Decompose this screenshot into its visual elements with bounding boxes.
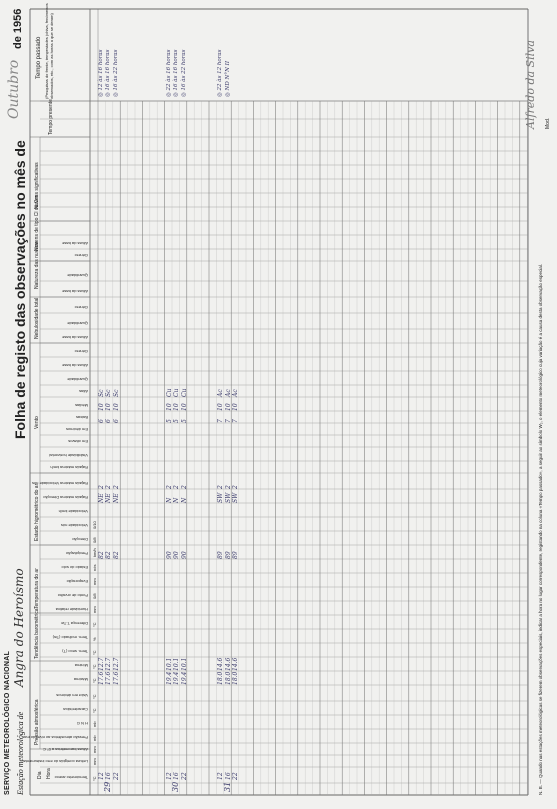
sub-column-label: Valor em décimos bbox=[56, 693, 88, 698]
group-natureza: Natureza das nuvens bbox=[34, 241, 40, 289]
record-wind-dir: N bbox=[180, 497, 188, 503]
record-cloud-type: Ac bbox=[224, 389, 232, 397]
sub-column-label: Termómetro anexo bbox=[54, 775, 88, 780]
sub-column-label: Altura da base bbox=[62, 335, 88, 340]
record-tmax: 17.6 bbox=[112, 671, 120, 685]
record-cloud-type: Sc bbox=[98, 389, 105, 397]
record-past-weather: ◎ 22 às 12 horas bbox=[217, 49, 224, 97]
record-cloud-tenths: 10 bbox=[105, 403, 113, 411]
station-value: Angra do Heroísmo bbox=[12, 568, 26, 687]
record-cloud-tenths: 10 bbox=[112, 403, 120, 411]
sub-column-label: Velocidade nós bbox=[60, 523, 88, 528]
record-hour: 22 bbox=[231, 772, 239, 780]
record-tmin: 14.6 bbox=[224, 657, 232, 671]
group-pressao: Pressão atmosférica bbox=[34, 699, 40, 745]
record-tmin: 12.7 bbox=[112, 657, 120, 671]
service-name: SERVIÇO METEOROLÓGICO NACIONAL bbox=[4, 650, 11, 795]
unit-label: 0/8 bbox=[91, 537, 97, 543]
sub-column-label: Quantidade bbox=[67, 273, 88, 278]
record-wind-speed: 2 bbox=[173, 485, 181, 489]
record-day: 31 bbox=[222, 781, 232, 792]
sub-column-label: Em oitavos bbox=[68, 439, 88, 444]
signature: Alfredo da Silva bbox=[524, 40, 537, 129]
col-dia: Dia bbox=[37, 771, 43, 779]
record-cloud-oktas: 5 bbox=[166, 419, 174, 423]
sub-column-label: Velocidade km/h bbox=[58, 509, 88, 514]
sub-column-label: Ponto de orvalho bbox=[57, 593, 88, 598]
sub-column-label: Altura barométrica a 0° C bbox=[43, 747, 88, 752]
page-title: Folha de registo das observações no mês de bbox=[12, 140, 28, 439]
record-cloud-tenths: 10 bbox=[166, 403, 174, 411]
record-cloud-oktas: 7 bbox=[231, 419, 239, 423]
record-humidity: 89 bbox=[217, 551, 225, 559]
record-tmin: 10.1 bbox=[173, 657, 181, 671]
sub-column-label: Mínima bbox=[74, 663, 88, 668]
record-humidity: 90 bbox=[173, 551, 181, 559]
record-cloud-tenths: 10 bbox=[231, 403, 239, 411]
sub-column-label: Quantidade bbox=[67, 321, 88, 326]
record-hour: 16 bbox=[224, 772, 232, 780]
sub-column-label: Leitura corrigida do erro instrumental bbox=[22, 759, 88, 764]
record-cloud-oktas: 6 bbox=[112, 419, 120, 423]
record-humidity: 82 bbox=[98, 551, 105, 559]
record-cloud-type: Cu bbox=[173, 388, 181, 397]
record-humidity: 89 bbox=[231, 551, 239, 559]
record-tmin: 12.7 bbox=[98, 657, 105, 671]
record-wind-dir: SW bbox=[231, 492, 239, 503]
record-tmin: 14.6 bbox=[217, 657, 225, 671]
sub-column-label: Género bbox=[74, 253, 88, 258]
record-tmax: 17.6 bbox=[98, 671, 105, 685]
record-wind-dir: NE bbox=[98, 493, 105, 503]
record-cloud-type: Ac bbox=[217, 389, 225, 397]
record-humidity: 89 bbox=[224, 551, 232, 559]
group-vento: Vento bbox=[34, 416, 40, 429]
record-wind-speed: 2 bbox=[231, 485, 239, 489]
group-significativas: Nuvens significativas bbox=[34, 162, 40, 209]
record-cloud-type: Cu bbox=[180, 388, 188, 397]
record-cloud-type: Sc bbox=[112, 389, 120, 397]
unit-label: °C bbox=[91, 650, 97, 655]
record-hour: 12 bbox=[217, 772, 225, 780]
tempo-passado-note: (Pesquisas do frente, tempestades (chiva, fenómenos observados, etc., com as horas a que se deram) bbox=[44, 3, 54, 99]
record-cloud-oktas: 5 bbox=[173, 419, 181, 423]
sub-column-label: Evaporação bbox=[66, 579, 88, 584]
sub-column-label: Em décimos bbox=[65, 427, 88, 432]
record-cloud-tenths: 10 bbox=[224, 403, 232, 411]
group-cl: Nuvens de tipo Cl ou Cm bbox=[34, 195, 40, 251]
station-label: Estação meteorológica de bbox=[16, 711, 25, 795]
record-cloud-tenths: 10 bbox=[173, 403, 181, 411]
record-past-weather: ◎ 12 às 16 horas bbox=[98, 49, 104, 97]
group-tendencia: Tendência barométrica bbox=[34, 608, 40, 659]
sub-column-label: Médias bbox=[75, 403, 88, 408]
unit-label: % bbox=[91, 637, 97, 641]
unit-label: nós bbox=[91, 564, 97, 571]
record-hour: 22 bbox=[180, 772, 188, 780]
sub-column-label: Género bbox=[74, 349, 88, 354]
form-code: Mod. bbox=[545, 117, 551, 129]
record-tmin: 12.7 bbox=[105, 657, 113, 671]
unit-label: mm bbox=[91, 746, 97, 753]
unit-label: mb bbox=[91, 735, 97, 741]
sub-column-label: H N G bbox=[76, 721, 88, 726]
unit-label: °C bbox=[91, 678, 97, 683]
record-cloud-tenths: 10 bbox=[180, 403, 188, 411]
record-tmin: 10.1 bbox=[180, 657, 188, 671]
record-cloud-tenths: 10 bbox=[98, 403, 105, 411]
record-tmax: 18.0 bbox=[224, 671, 232, 685]
record-cloud-tenths: 10 bbox=[217, 403, 225, 411]
unit-label: °C bbox=[91, 694, 97, 699]
record-wind-speed: 2 bbox=[166, 485, 174, 489]
record-past-weather: ◎ 22 às 16 horas bbox=[166, 49, 173, 97]
month-value: Outubro bbox=[6, 59, 22, 119]
group-nebulosidade: Nebulosidade total bbox=[34, 297, 40, 339]
unit-label: mb bbox=[91, 721, 97, 727]
sub-column-label: Máxima bbox=[73, 677, 88, 682]
sub-column-label: Altura da base bbox=[62, 241, 88, 246]
record-wind-speed: 2 bbox=[105, 485, 113, 489]
sub-column-label: Característica bbox=[63, 707, 88, 712]
unit-label: °C bbox=[91, 664, 97, 669]
record-past-weather: ◎ 16 às 16 horas bbox=[173, 49, 180, 97]
record-hour: 12 bbox=[98, 772, 105, 780]
sub-column-label: Term. molhado (Tw) bbox=[52, 635, 88, 640]
record-hour: 12 bbox=[166, 772, 174, 780]
record-wind-dir: SW bbox=[217, 492, 225, 503]
record-wind-dir: NE bbox=[105, 493, 113, 503]
record-wind-speed: 2 bbox=[224, 485, 232, 489]
record-wind-speed: 2 bbox=[217, 485, 225, 489]
record-wind-dir: NE bbox=[112, 493, 120, 503]
sub-column-label: Pressão atmosférica ao nível do mar bbox=[22, 735, 88, 740]
sub-column-label: Precipitação bbox=[65, 551, 88, 556]
record-wind-dir: SW bbox=[224, 492, 232, 503]
record-cloud-oktas: 6 bbox=[105, 419, 113, 423]
sub-column-label: Altas bbox=[79, 389, 88, 394]
record-day: 29 bbox=[103, 781, 113, 792]
unit-label: 0/8 bbox=[91, 593, 97, 599]
unit-label: km/h bbox=[91, 548, 97, 557]
sub-column-label: Rajada máxima km/h bbox=[50, 465, 88, 470]
record-past-weather: ◎ 16 às 22 horas bbox=[180, 49, 187, 97]
record-cloud-oktas: 6 bbox=[98, 419, 105, 423]
record-wind-speed: 2 bbox=[112, 485, 120, 489]
unit-label: mm bbox=[91, 606, 97, 613]
sub-column-label: Quantidade bbox=[67, 377, 88, 382]
record-tmax: 19.4 bbox=[173, 671, 181, 685]
record-cloud-type: Cu bbox=[166, 388, 174, 397]
record-wind-speed: 2 bbox=[180, 485, 188, 489]
record-hour: 16 bbox=[105, 772, 113, 780]
record-tmin: 14.6 bbox=[231, 657, 239, 671]
sub-column-label: Rajada máxima Direcção bbox=[43, 495, 88, 500]
record-tmax: 17.6 bbox=[105, 671, 113, 685]
unit-label: mm bbox=[91, 758, 97, 765]
record-humidity: 90 bbox=[166, 551, 174, 559]
record-wind-dir: N bbox=[173, 497, 181, 503]
sub-column-label: Term. seco (T) bbox=[62, 649, 88, 654]
record-wind-dir: N bbox=[166, 497, 174, 503]
record-cloud-oktas: 5 bbox=[180, 419, 188, 423]
record-tmax: 18.0 bbox=[217, 671, 225, 685]
record-past-weather: ◎ 16 às 16 horas bbox=[105, 49, 112, 97]
sub-column-label: Estado do solo bbox=[61, 565, 88, 570]
year-label: de 1956 bbox=[12, 8, 24, 49]
unit-label: °C bbox=[91, 622, 97, 627]
record-humidity: 82 bbox=[112, 551, 120, 559]
sub-column-label: Diferença T-Tw bbox=[61, 621, 88, 626]
record-hour: 16 bbox=[173, 772, 181, 780]
record-humidity: 82 bbox=[105, 551, 113, 559]
group-humidade: Estado higrométrico do ar bbox=[34, 483, 40, 541]
record-tmax: 18.0 bbox=[231, 671, 239, 685]
record-tmax: 19.4 bbox=[180, 671, 188, 685]
sub-column-label: Visibilidade horizontal bbox=[49, 453, 88, 458]
sub-column-label: Humidade relativa bbox=[55, 607, 88, 612]
record-cloud-type: Ac bbox=[231, 389, 239, 397]
col-tempo-presente: Tempo presente bbox=[48, 99, 54, 135]
record-past-weather: ◎ 16 às 22 horas bbox=[112, 49, 119, 97]
year-suffix: 6 bbox=[12, 8, 24, 15]
record-tmax: 19.4 bbox=[166, 671, 174, 685]
sub-column-label: Altura da base bbox=[62, 363, 88, 368]
unit-label: 0/10 bbox=[91, 521, 97, 529]
record-day: 30 bbox=[171, 781, 181, 792]
sub-column-label: Baixas bbox=[75, 415, 88, 420]
unit-label: mm bbox=[91, 578, 97, 585]
sub-column-label: Rajada máxima Velocidade nós bbox=[31, 481, 88, 486]
record-cloud-oktas: 7 bbox=[217, 419, 225, 423]
record-cloud-oktas: 7 bbox=[224, 419, 232, 423]
sub-column-label: Altura da base bbox=[62, 289, 88, 294]
sub-column-label: Direcção bbox=[72, 537, 88, 542]
record-wind-speed: 2 bbox=[98, 485, 105, 489]
col-hora: Hora bbox=[46, 768, 52, 779]
record-tmin: 10.1 bbox=[166, 657, 174, 671]
record-past-weather: ◎ ND N°N II bbox=[224, 61, 231, 97]
sub-column-label: Género bbox=[74, 305, 88, 310]
record-humidity: 90 bbox=[180, 551, 188, 559]
group-temperatura: Temperatura do ar bbox=[34, 568, 40, 609]
unit-label: °C bbox=[91, 708, 97, 713]
unit-label: °C bbox=[91, 776, 97, 781]
col-tempo-passado: Tempo passado bbox=[36, 36, 42, 79]
record-cloud-type: Sc bbox=[105, 389, 113, 397]
record-hour: 22 bbox=[112, 772, 120, 780]
footer-note: N. B. — Quando nas estações meteorológicas se fizerem observações especiais, indicar a hora no lugar correspondente, registando na coluna «Tempo passado», a seguir ao símbolo W₂, o elemento meteorológico cuja variação é a causa desta observação especial. bbox=[538, 263, 543, 795]
